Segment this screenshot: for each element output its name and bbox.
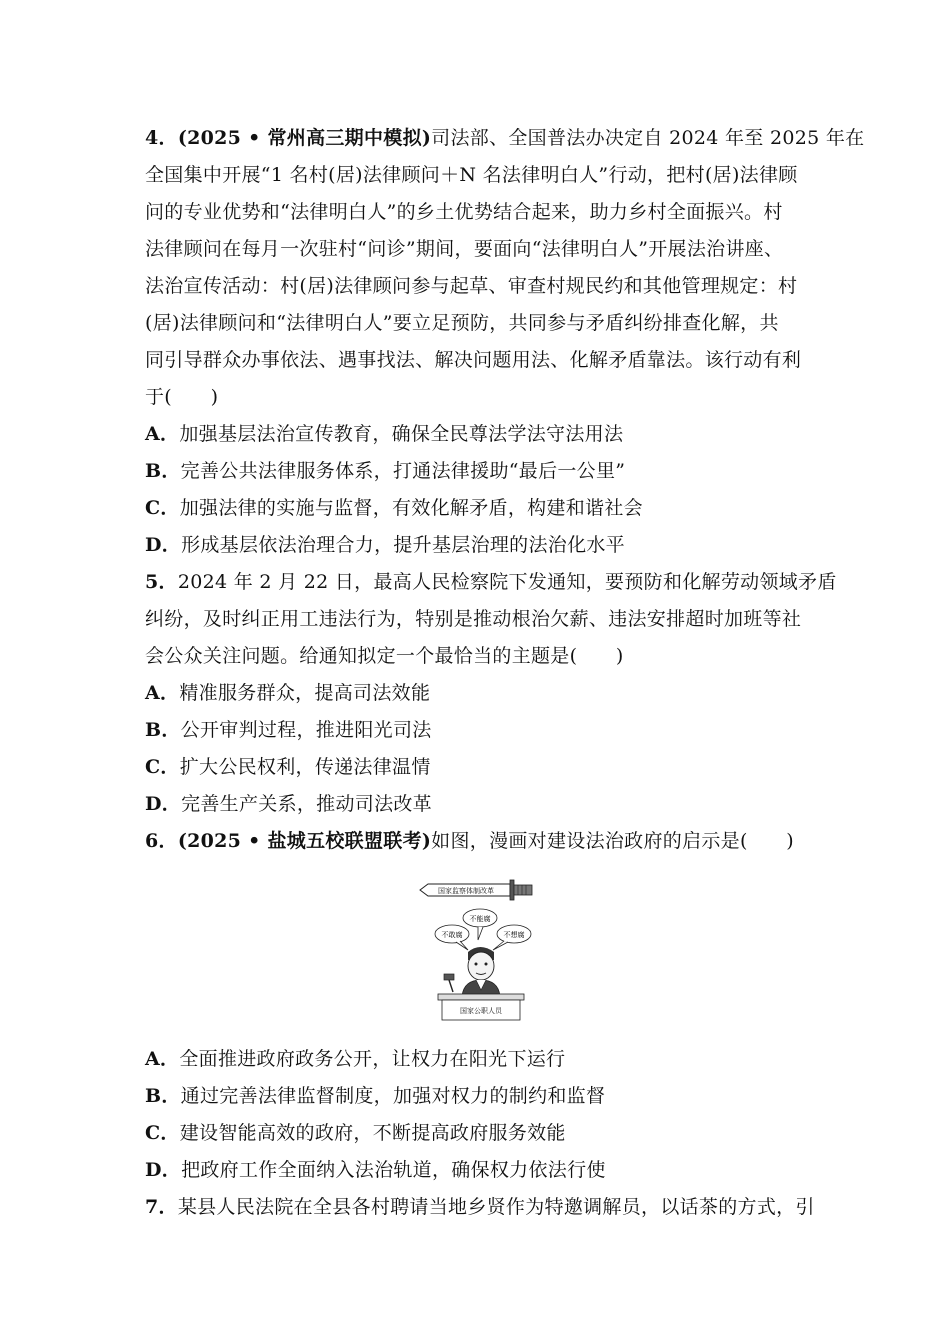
q6-option-a[interactable]	[145, 1041, 815, 1077]
q5-stem-line: 会公众关注问题。给通知拟定一个最恰当的主题是( )	[145, 645, 624, 667]
q6-option-d[interactable]	[145, 1152, 815, 1188]
option-text: 建设智能高效的政府，不断提高政府服务效能	[179, 1122, 566, 1144]
q6-option-b[interactable]	[145, 1078, 815, 1114]
person-face	[468, 952, 494, 980]
q4-stem-line: 全国集中开展“1 名村(居)法律顾问＋N 名法律明白人”行动，把村(居)法律顾	[145, 164, 798, 186]
option-key: A．	[145, 1048, 180, 1070]
q4-number: 4．	[145, 127, 178, 149]
q5-option-d[interactable]	[145, 786, 815, 822]
option-key: D．	[145, 534, 182, 556]
q6-stem: 如图，漫画对建设法治政府的启示是( )	[431, 830, 794, 852]
anti-corruption-cartoon	[418, 868, 538, 1028]
bubble-text: 不想腐	[503, 931, 525, 939]
sword-guard	[510, 880, 514, 900]
q4-option-a[interactable]	[145, 416, 815, 452]
q7-stem-line: 某县人民法院在全县各村聘请当地乡贤作为特邀调解员，以话茶的方式，引	[177, 1196, 815, 1218]
q4-stem-line: 问的专业优势和“法律明白人”的乡土优势结合起来，助力乡村全面振兴。村	[145, 201, 783, 223]
option-key: C．	[145, 1122, 180, 1144]
q6-line-1	[145, 823, 815, 859]
q6-option-c[interactable]	[145, 1115, 815, 1151]
option-text: 精准服务群众，提高司法效能	[179, 682, 431, 704]
q6-number: 6．	[145, 830, 178, 852]
option-text: 把政府工作全面纳入法治轨道，确保权力依法行使	[181, 1159, 606, 1181]
q5-option-a[interactable]	[145, 675, 815, 711]
q7-line-1	[145, 1189, 815, 1225]
q5-line-1	[145, 564, 837, 600]
q4-stem-line: 法治宣传活动：村(居)法律顾问参与起草、审查村规民约和其他管理规定：村	[145, 275, 798, 297]
q5-stem-line: 2024 年 2 月 22 日，最高人民检察院下发通知，要预防和化解劳动领域矛盾	[177, 571, 837, 593]
sword-hilt	[514, 885, 532, 895]
q5-stem-line: 纠纷，及时纠正用工违法行为，特别是推动根治欠薪、违法安排超时加班等社	[145, 608, 802, 630]
option-key: D．	[145, 1159, 182, 1181]
option-key: B．	[145, 460, 181, 482]
q5-number: 5．	[145, 571, 178, 593]
option-text: 全面推进政府政务公开，让权力在阳光下运行	[179, 1048, 566, 1070]
option-text: 通过完善法律监督制度，加强对权力的制约和监督	[180, 1085, 606, 1107]
desk-label: 国家公职人员	[460, 1007, 502, 1015]
option-key: B．	[145, 719, 181, 741]
option-key: D．	[145, 793, 182, 815]
option-text: 加强法律的实施与监督，有效化解矛盾，构建和谐社会	[179, 497, 643, 519]
q4-stem-line: 于( )	[145, 386, 219, 408]
bubble-text: 不敢腐	[441, 931, 463, 939]
gavel	[444, 974, 454, 980]
option-key: A．	[145, 423, 180, 445]
desk-top	[438, 994, 524, 1000]
option-text: 完善生产关系，推动司法改革	[181, 793, 432, 815]
sword-label: 国家监察体制改革	[438, 887, 494, 895]
option-text: 扩大公民权利，传递法律温情	[179, 756, 431, 778]
q7-number: 7．	[145, 1196, 178, 1218]
option-text: 完善公共法律服务体系，打通法律援助“最后一公里”	[180, 460, 626, 482]
q4-stem-line: (居)法律顾问和“法律明白人”要立足预防，共同参与矛盾纠纷排查化解，共	[145, 312, 779, 334]
option-text: 公开审判过程，推进阳光司法	[180, 719, 432, 741]
q4-stem-line: 司法部、全国普法办决定自 2024 年至 2025 年在	[431, 127, 865, 149]
q5-option-c[interactable]	[145, 749, 815, 785]
option-text: 加强基层法治宣传教育，确保全民尊法学法守法用法	[179, 423, 624, 445]
option-key: A．	[145, 682, 180, 704]
q4-option-c[interactable]	[145, 490, 815, 526]
q4-stem-line: 同引导群众办事依法、遇事找法、解决问题用法、化解矛盾靠法。该行动有利	[145, 349, 802, 371]
q4-option-d[interactable]	[145, 527, 815, 563]
option-key: C．	[145, 497, 180, 519]
q4-option-b[interactable]	[145, 453, 815, 489]
q5-option-b[interactable]	[145, 712, 815, 748]
q4-source: (2025 • 常州高三期中模拟)	[177, 127, 432, 149]
q6-source: (2025 • 盐城五校联盟联考)	[177, 830, 432, 852]
q4-line-1	[145, 120, 865, 156]
option-key: B．	[145, 1085, 181, 1107]
option-text: 形成基层依法治理合力，提升基层治理的法治化水平	[181, 534, 625, 556]
q4-stem-line: 法律顾问在每月一次驻村“问诊”期间，要面向“法律明白人”开展法治讲座、	[145, 238, 784, 260]
bubble-text: 不能腐	[469, 915, 491, 923]
option-key: C．	[145, 756, 180, 778]
